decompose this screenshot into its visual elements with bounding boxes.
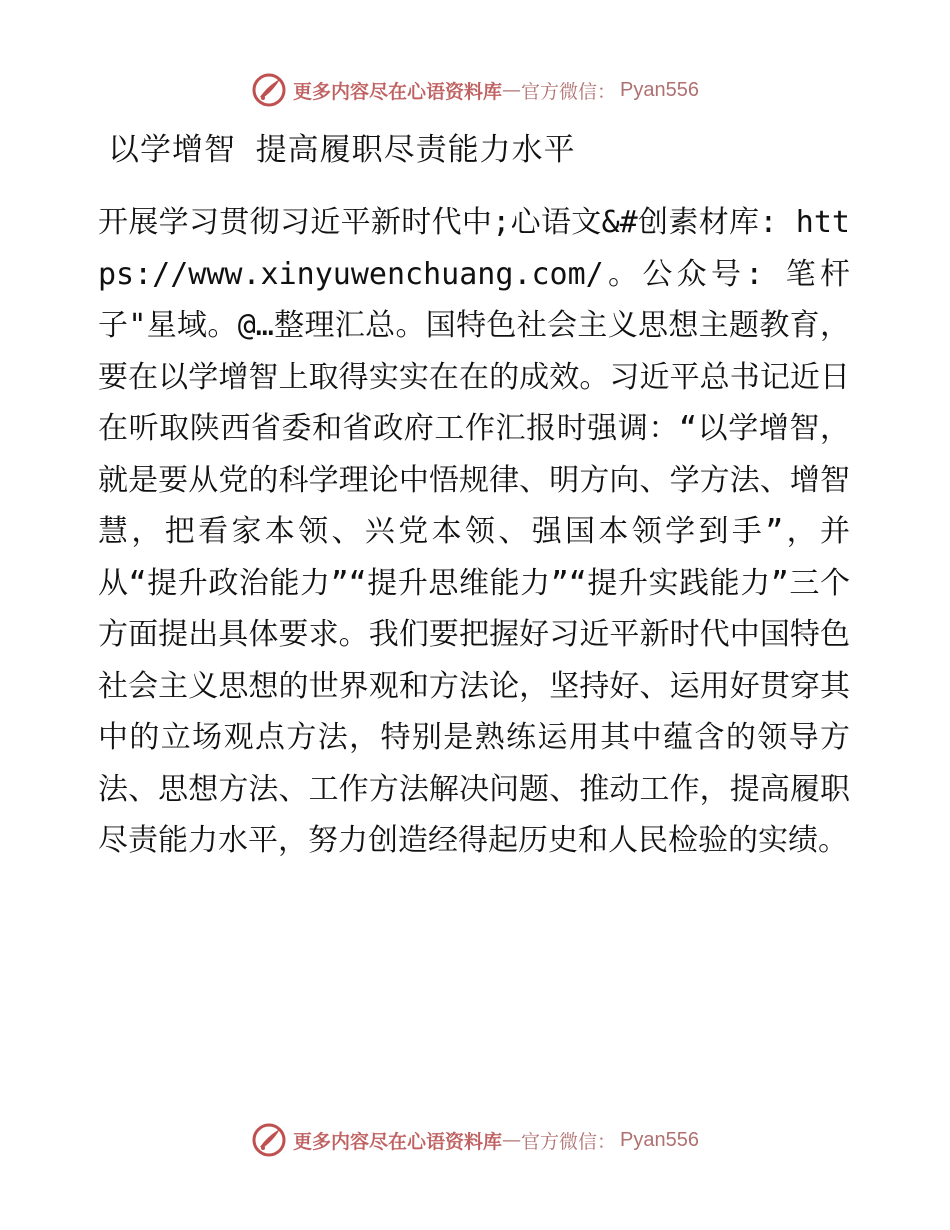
- banner-separator: —: [502, 1129, 522, 1151]
- header-watermark-banner: [0, 70, 950, 110]
- banner-main-text: 更多内容尽在心语资料库: [293, 80, 503, 103]
- banner-wechat-label: 官方微信：: [521, 80, 617, 103]
- footer-watermark-banner: [0, 1120, 950, 1160]
- document-body: 开展学习贯彻习近平新时代中;心语文&#创素材库: https://www.xinyuwenchuang.com/。公众号: 笔杆子"星域。@…整理汇总。国特色社会主义思想主题教育，要在以学增智上取得实实在在的成效。习近平总书记近日在听取陕西省委和省政府工作汇报时强调：“以学增智，就是要从党的科学理论中悟规律、明方向、学方法、增智慧，把看家本领、兴党本领、强国本领学到手”，并从“提升政治能力”“提升思维能力”“提升实践能力”三个方面提出具体要求。我们要把握好习近平新时代中国特色社会主义思想的世界观和方法论，坚持好、运用好贯穿其中的立场观点方法，特别是熟练运用其中蕴含的领导方法、思想方法、工作方法解决问题、推动工作，提高履职尽责能力水平，努力创造经得起历史和人民检验的实绩。: [98, 205, 850, 858]
- banner-wechat-id: Pyan556: [620, 1128, 699, 1151]
- banner-main-text: 更多内容尽在心语资料库: [293, 1130, 503, 1153]
- banner-separator: —: [502, 79, 522, 101]
- banner-wechat-id: Pyan556: [620, 78, 699, 101]
- document-title: 以学增智 提高履职尽责能力水平: [108, 132, 576, 168]
- banner-wechat-label: 官方微信：: [521, 1130, 617, 1153]
- quill-logo-icon: [251, 1122, 287, 1158]
- quill-logo-icon: [251, 72, 287, 108]
